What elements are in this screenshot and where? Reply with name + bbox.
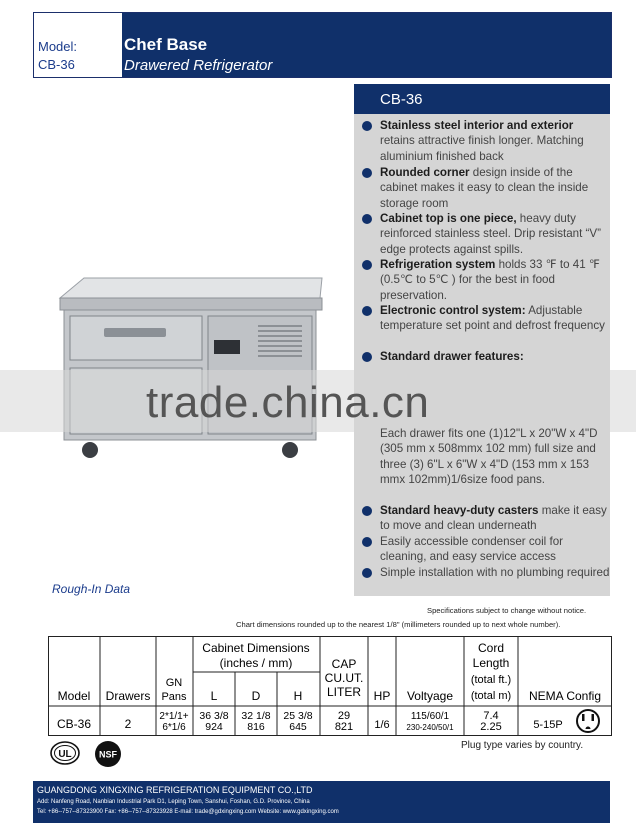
- cell-cord-m: 2.25: [480, 721, 502, 733]
- header-gn-2: Pans: [161, 691, 187, 703]
- plug-icon: [577, 710, 599, 732]
- rough-in-label: Rough-In Data: [52, 582, 131, 596]
- feature-text: make it easy to move and clean underneath: [380, 504, 607, 533]
- header-length: L: [210, 689, 218, 703]
- feature-item: [362, 303, 610, 334]
- cell-cap-2: 821: [334, 721, 354, 733]
- bullet-icon: [362, 352, 372, 362]
- cell-gn-1: 2*1/1+: [159, 711, 189, 722]
- header-cord-2: Length: [472, 656, 510, 670]
- nsf-letters: NSF: [99, 749, 117, 760]
- cell-cap-1: 29: [337, 710, 351, 722]
- bullet-icon: [362, 537, 372, 547]
- cell-drawers: 2: [124, 717, 132, 731]
- header-cabinet-2: (inches / mm): [219, 656, 293, 670]
- cell-voltage-1: 115/60/1: [410, 711, 450, 722]
- cell-cord-ft: 7.4: [483, 710, 499, 722]
- company-contact: Tel: +86--757--87323900 Fax: +86--757--87323928 E-mail: trade@gdxingxing.com Website: www.gdxingxing.com: [37, 809, 339, 815]
- ul-letters: UL: [58, 749, 72, 760]
- cell-length-mm: 924: [205, 721, 223, 733]
- header-cap-1: CAP: [331, 657, 357, 671]
- header-cap-2: CU.UT.: [324, 671, 364, 685]
- header-voltage: Voltyage: [406, 689, 454, 703]
- feature-text: Adjustable temperature set point and defrost frequency: [380, 304, 605, 333]
- cell-height-mm: 645: [289, 721, 307, 733]
- feature-title: Standard heavy-duty casters: [380, 504, 539, 517]
- cell-voltage-2: 230-240/50/1: [406, 723, 454, 732]
- feature-item: [362, 426, 610, 488]
- feature-item: [362, 211, 610, 257]
- feature-text: retains attractive finish longer. Matching aluminium finished back: [380, 134, 584, 163]
- cell-hp: 1/6: [374, 719, 390, 731]
- spec-change-note: Specifications subject to change without notice.: [427, 606, 587, 615]
- feature-title: Electronic control system:: [380, 304, 526, 317]
- watermark-text: trade.china.cn: [146, 378, 430, 427]
- features-header: [354, 84, 610, 114]
- feature-title: Standard drawer features:: [380, 350, 524, 363]
- feature-title: Refrigeration system: [380, 258, 496, 271]
- product-title: Chef Base: [124, 35, 208, 54]
- header-hp: HP: [373, 689, 391, 703]
- feature-item: [362, 257, 610, 303]
- feature-text: Easily accessible condenser coil for cleaning, and easy service access: [380, 535, 564, 564]
- model-box: [34, 13, 122, 77]
- feature-item: [362, 565, 610, 580]
- header-height: H: [293, 689, 303, 703]
- feature-text: design inside of the cabinet makes it easy to clean the inside storage room: [380, 166, 589, 210]
- header-cord-3: (total ft.): [470, 674, 512, 686]
- feature-title: Cabinet top is one piece,: [380, 212, 517, 225]
- feature-item: [362, 165, 610, 211]
- model-code: CB-36: [38, 57, 75, 72]
- header-depth: D: [251, 689, 261, 703]
- feature-text: holds 33 ℉ to 41 ℉ (0.5℃ to 5℃ ) for the best in food preservation.: [380, 258, 600, 302]
- header-cap-3: LITER: [326, 685, 362, 699]
- header-cabinet-1: Cabinet Dimensions: [202, 641, 310, 655]
- page-footer: [33, 781, 610, 823]
- header-gn-1: GN: [165, 677, 183, 689]
- feature-text: Simple installation with no plumbing required: [380, 566, 610, 579]
- feature-item: [362, 349, 610, 364]
- bullet-icon: [362, 260, 372, 270]
- feature-item: [362, 118, 610, 164]
- bullet-icon: [362, 306, 372, 316]
- header-cord-1: Cord: [477, 641, 505, 655]
- header-model: Model: [57, 689, 91, 703]
- bullet-icon: [362, 121, 372, 131]
- bullet-icon: [362, 506, 372, 516]
- title-banner: [122, 13, 611, 77]
- header-drawers: Drawers: [105, 689, 151, 703]
- bullet-icon: [362, 168, 372, 178]
- feature-item: [362, 534, 610, 565]
- company-address: Add: Nanfeng Road, Nanbian Industrial Park D1, Leping Town, Sanshui, Foshan, G.D. Province, China: [37, 799, 310, 805]
- spec-table: [48, 636, 612, 736]
- features-heading: CB-36: [380, 91, 423, 108]
- nsf-certification-icon: [94, 740, 122, 768]
- feature-title: Stainless steel interior and exterior: [380, 119, 574, 132]
- rounding-note: Chart dimensions rounded up to the nearest 1/8" (millimeters rounded up to next whole number).: [236, 620, 561, 629]
- bullet-icon: [362, 214, 372, 224]
- bullet-icon: [362, 568, 372, 578]
- feature-item: [362, 503, 610, 534]
- page-header: [33, 12, 612, 78]
- feature-text: heavy duty reinforced stainless steel. Drip resistant “V” edge protects against spills.: [380, 212, 602, 256]
- cell-length-in: 36 3/8: [199, 710, 229, 722]
- cell-depth-in: 32 1/8: [241, 710, 271, 722]
- model-label: Model:: [38, 39, 78, 54]
- cell-model: CB-36: [56, 717, 92, 731]
- ul-certification-icon: [50, 741, 80, 765]
- feature-title: Rounded corner: [380, 166, 470, 179]
- cell-depth-mm: 816: [247, 721, 265, 733]
- plug-note: Plug type varies by country.: [461, 740, 584, 751]
- header-cord-4: (total m): [470, 690, 512, 702]
- features-panel: [354, 84, 610, 596]
- feature-text: Each drawer fits one (1)12"L x 20"W x 4"D (305 mm x 508mmx 102 mm) full size and three (3) 6"L x 6"W x 4"D (153 mm x 153 mmx 102mm)1/6size food pans.: [380, 427, 598, 487]
- cell-gn-2: 6*1/6: [162, 722, 186, 733]
- product-subtitle: Drawered Refrigerator: [124, 57, 273, 74]
- company-name: GUANGDONG XINGXING REFRIGERATION EQUIPMENT CO.,LTD: [37, 785, 313, 795]
- cell-nema: 5-15P: [533, 719, 563, 731]
- header-nema: NEMA Config: [528, 689, 602, 703]
- cell-height-in: 25 3/8: [283, 710, 313, 722]
